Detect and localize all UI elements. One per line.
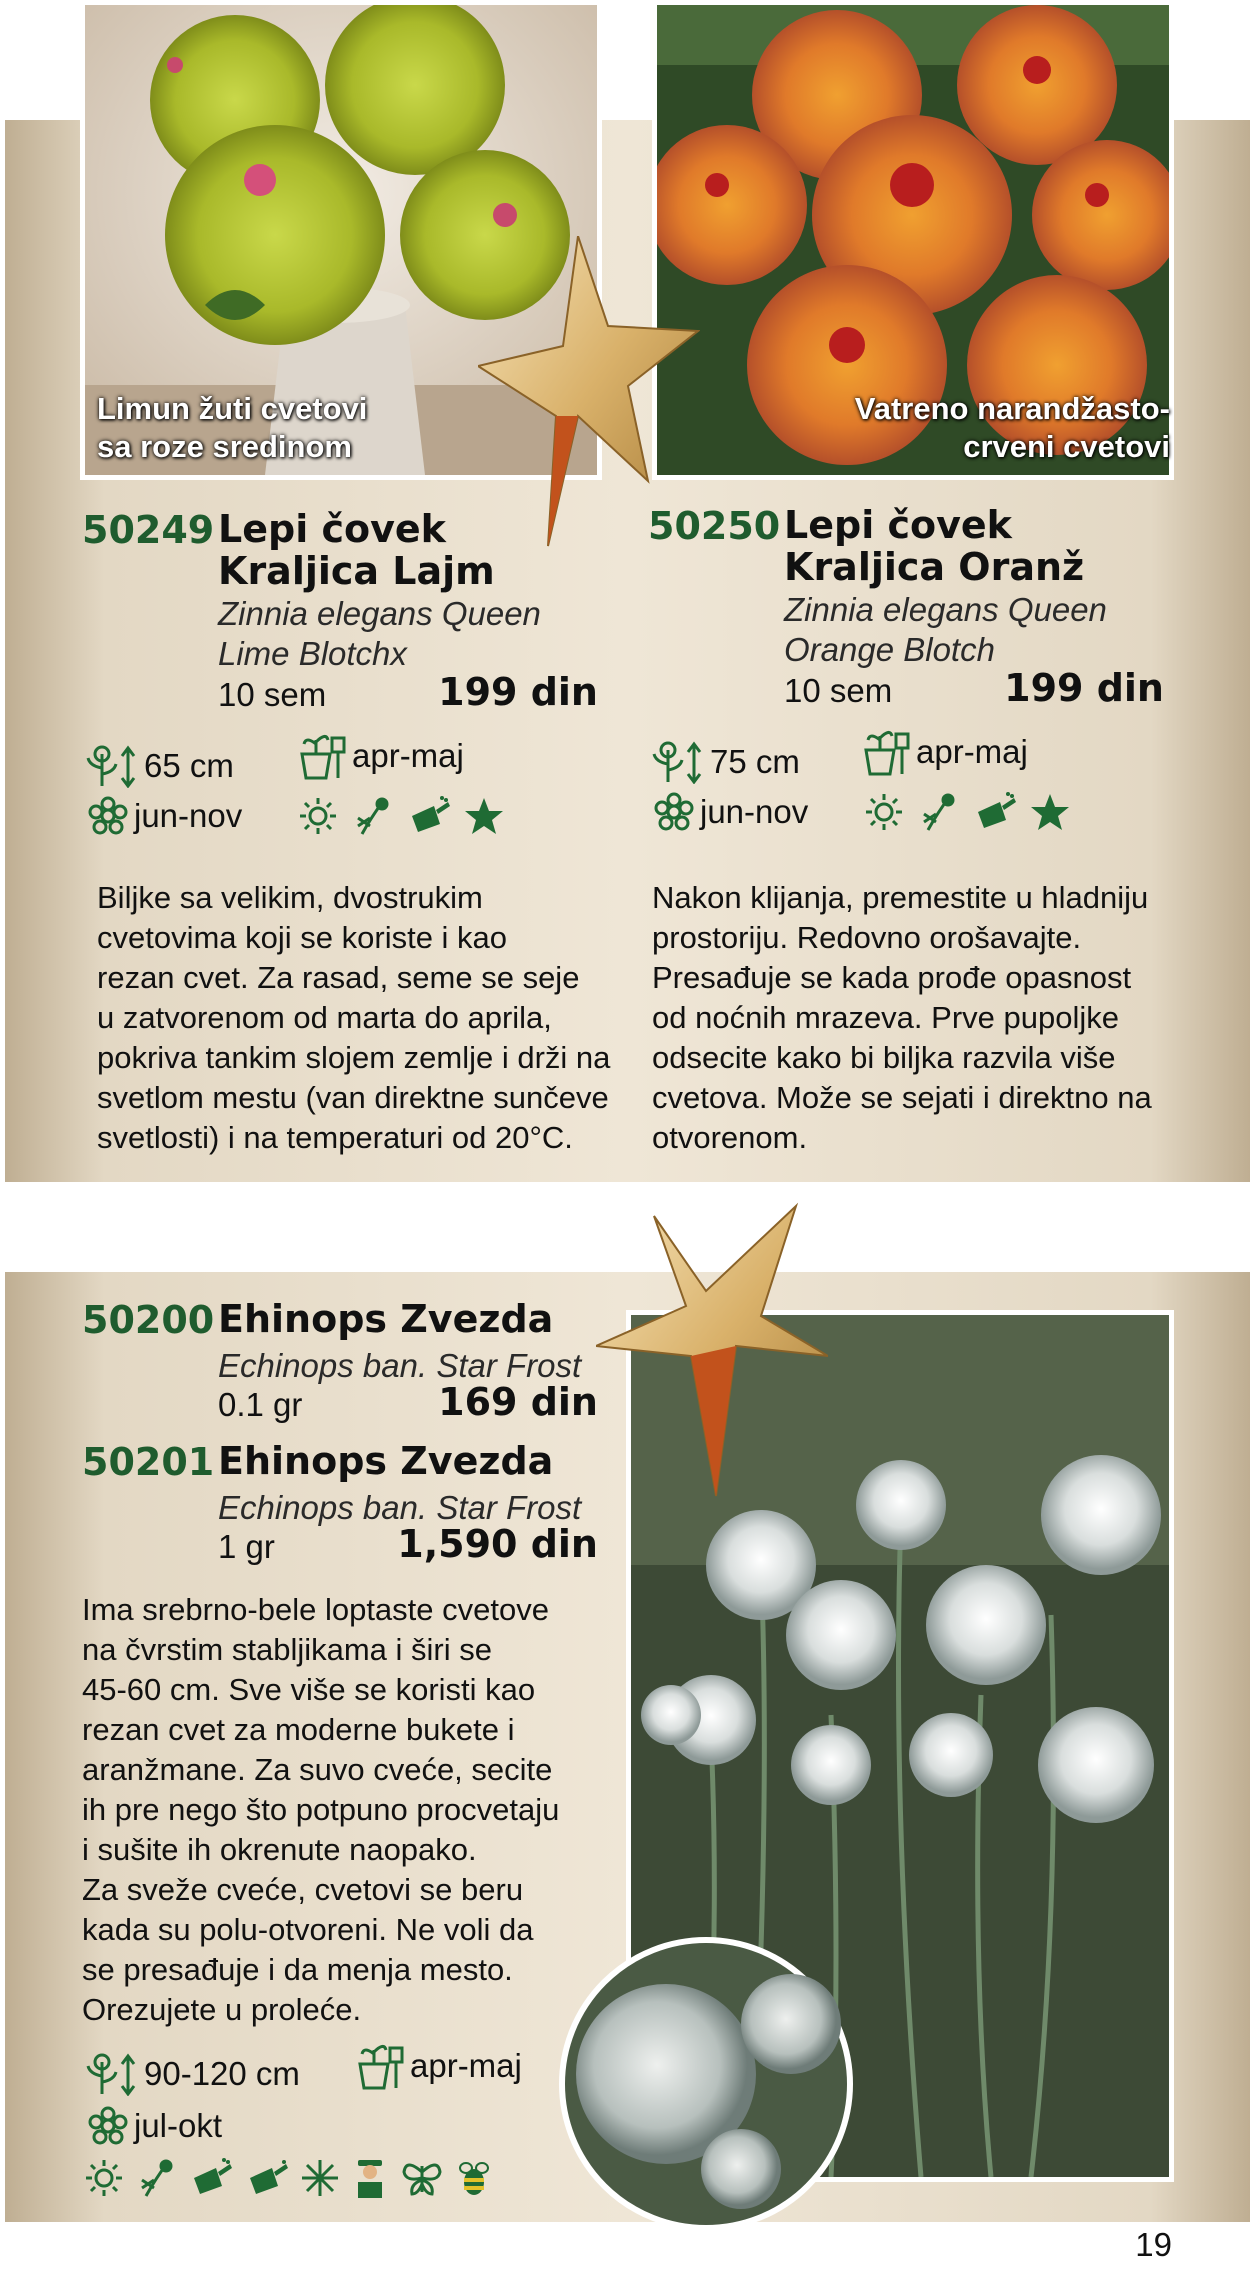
product-code: 50249 (82, 508, 215, 552)
product-latin-name: Echinops ban. Star Frost (218, 1347, 582, 1384)
butterfly-icon (400, 2158, 444, 2198)
gardener-icon (352, 2158, 388, 2198)
cut-flower-icon (136, 2158, 176, 2198)
watering-icon (972, 792, 1016, 832)
product-latin-name: Zinnia elegans Queen Lime Blotchx (218, 595, 541, 672)
photo-caption-orange: Vatreno narandžasto- crveni cvetovi (854, 391, 1170, 464)
bloom-spec: jun-nov (654, 792, 808, 832)
height-icon (82, 2052, 138, 2096)
height-spec: 75 cm (648, 740, 800, 784)
product-quantity: 10 sem (218, 676, 327, 713)
watering-icon (188, 2158, 232, 2198)
star-decoration-icon (596, 1196, 828, 1506)
echinops-closeup-photo (556, 1934, 856, 2234)
frost-icon (300, 2158, 340, 2198)
sun-icon (84, 2158, 124, 2198)
bloom-icon (654, 792, 694, 832)
product-quantity: 0.1 gr (218, 1386, 303, 1423)
bloom-spec: jun-nov (88, 796, 242, 836)
product-price: 199 din (1004, 666, 1164, 710)
cut-flower-icon (918, 792, 958, 832)
bloom-icon (88, 796, 128, 836)
sun-icon (864, 792, 904, 832)
bloom-spec: jul-okt (88, 2106, 222, 2146)
product-latin-name: Echinops ban. Star Frost (218, 1489, 582, 1526)
product-code: 50250 (648, 504, 781, 548)
star-icon (1030, 792, 1070, 832)
height-icon (648, 740, 704, 784)
product-description: Biljke sa velikim, dvostrukim cvetovima koji se koriste i kao rezan cvet. Za rasad, seme se seje u zatvorenom od marta do aprila, pokriva tankim slojem zemlje i drži na svetlom mestu (van direktne sunčeve svetlosti) i na temperaturi od 20°C. (97, 880, 611, 1155)
sowing-icon (356, 2040, 404, 2092)
sowing-spec: apr-maj (356, 2040, 522, 2092)
product-price: 199 din (438, 670, 598, 714)
product-description: Ima srebrno-bele loptaste cvetove na čvrstim stabljikama i širi se 45-60 cm. Sve više se koristi kao rezan cvet za moderne bukete i aranžmane. Za suvo cveće, secite ih pre nego što potpuno procvetaju i sušite ih okrenute naopako. Za sveže cveće, cvetovi se beru kada su polu-otvoreni. Ne voli da se presađuje i da menja mesto. Orezujete u proleće. (82, 1592, 560, 2027)
product-description: Nakon klijanja, premestite u hladniju prostoriju. Redovno orošavajte. Presađuje se kada prođe opasnost od noćnih mrazeva. Prve pupoljke odsecite kako bi biljka razvila više cvetova. Može se sejati i direktno na otvorenom. (652, 880, 1152, 1155)
sowing-icon (298, 730, 346, 782)
product-price: 1,590 din (397, 1522, 598, 1566)
bee-icon (456, 2158, 492, 2198)
care-icons-row (298, 796, 504, 836)
watering-icon (244, 2158, 288, 2198)
photo-caption-lime: Limun žuti cvetovi sa roze sredinom (97, 391, 368, 464)
product-price: 169 din (438, 1380, 598, 1424)
product-code: 50201 (82, 1440, 215, 1484)
page-number: 19 (1135, 2226, 1172, 2263)
care-icons-row (84, 2158, 492, 2198)
product-name: Ehinops Zvezda (218, 1439, 554, 1483)
sowing-spec: apr-maj (298, 730, 464, 782)
care-icons-row (864, 792, 1070, 832)
height-spec: 90-120 cm (82, 2052, 300, 2096)
product-quantity: 10 sem (784, 672, 893, 709)
sowing-icon (862, 726, 910, 778)
sun-icon (298, 796, 338, 836)
product-code: 50200 (82, 1298, 215, 1342)
star-icon (464, 796, 504, 836)
cut-flower-icon (352, 796, 392, 836)
bloom-icon (88, 2106, 128, 2146)
sowing-spec: apr-maj (862, 726, 1028, 778)
product-quantity: 1 gr (218, 1528, 275, 1565)
product-latin-name: Zinnia elegans Queen Orange Blotch (784, 591, 1107, 668)
product-name: Ehinops Zvezda (218, 1297, 554, 1341)
height-icon (82, 744, 138, 788)
product-name: Lepi čovek Kraljica Lajm (218, 507, 495, 593)
watering-icon (406, 796, 450, 836)
height-spec: 65 cm (82, 744, 234, 788)
product-name: Lepi čovek Kraljica Oranž (784, 503, 1085, 589)
